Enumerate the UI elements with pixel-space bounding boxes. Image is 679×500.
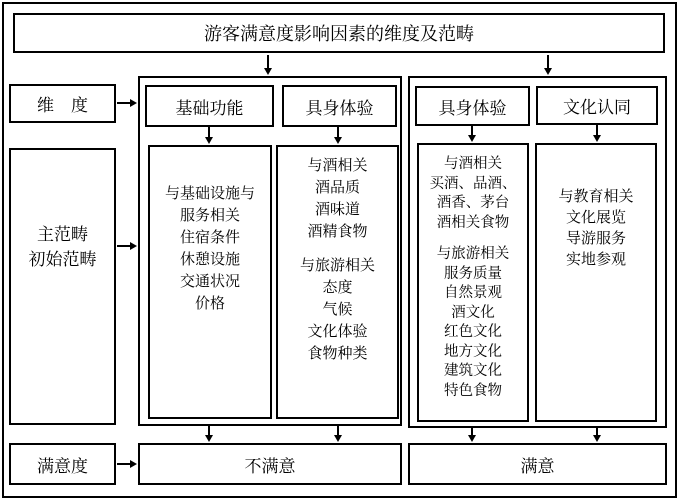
arrow-title-to-right-group [547,55,549,68]
arrow-embodied-left-to-items [337,127,339,137]
category-items: 与酒相关 酒品质 酒味道 酒精食物 与旅游相关 态度 气候 文化体验 食物种类 [299,158,375,362]
satisfaction-row-label-box [9,443,116,485]
outcome-label: 不满意 [244,456,296,476]
category-row-label-box [9,148,116,425]
category-row-label: 主范畴 初始范畴 [28,225,97,269]
category-items: 与基础设施与 服务相关 住宿条件 休憩设施 交通状况 价格 [164,186,255,312]
arrow-embodied-right-to-items [471,126,473,135]
dimension-box-embodied-experience-left [282,85,397,127]
category-box-embodied-experience-left [276,145,399,419]
dimension-box-cultural-identity [536,86,658,125]
dimension-box-basic-function [145,85,274,127]
diagram-title: 游客满意度影响因素的维度及范畴 [204,24,474,44]
outcome-box-dissatisfied [138,443,402,485]
category-box-embodied-experience-right [417,143,529,422]
title-box [13,13,665,53]
dimension-row-label-box [9,84,116,123]
arrow-satisfaction-label-to-outcomes [117,463,130,465]
arrow-right-group-to-satisfied-1 [471,428,473,435]
dimension-label: 文化认同 [563,98,631,117]
arrow-basic-function-to-items [208,127,210,137]
arrow-right-group-to-satisfied-2 [596,428,598,435]
outcome-box-satisfied [408,443,667,485]
dimension-label: 具身体验 [438,98,507,118]
dimension-row-label: 维 度 [37,96,88,115]
arrow-cultural-identity-to-items [596,125,598,135]
arrow-left-group-to-dissatisfied-1 [208,426,210,435]
category-items: 与教育相关 文化展览 导游服务 实地参观 [558,189,634,268]
outcome-label: 满意 [520,456,555,476]
dimension-label: 具身体验 [305,98,374,118]
dimension-box-embodied-experience-right [415,86,530,126]
arrow-category-label-to-groups [117,245,130,247]
arrow-dimension-label-to-groups [117,102,130,104]
dimension-label: 基础功能 [175,98,244,118]
category-box-cultural-identity [535,143,657,422]
category-box-basic-function [148,145,272,419]
category-items: 与酒相关 买酒、品酒、 酒香、茅台 酒相关食物 与旅游相关 服务质量 自然景观 酒文化 红色文化 地方文化 建筑文化 特色食物 [429,156,517,399]
arrow-left-group-to-dissatisfied-2 [337,426,339,435]
satisfaction-row-label: 满意度 [37,456,88,476]
arrow-title-to-left-group [267,55,269,68]
